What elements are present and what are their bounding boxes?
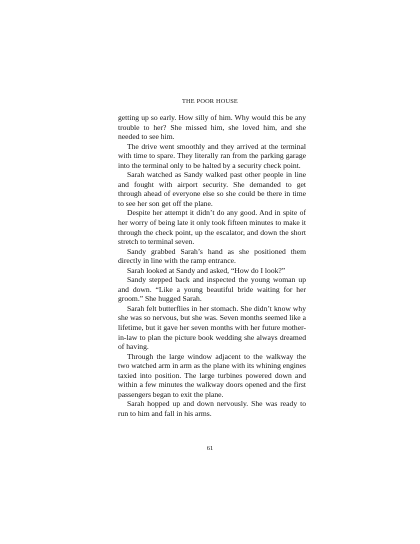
paragraph: Sarah watched as Sandy walked past other people in line and fought with airport security. She demanded to get through ahead of everyone else so she could be there in time to see her son get off the plane. xyxy=(118,170,306,208)
paragraph: Sandy stepped back and inspected the young woman up and down. “Like a young beautiful bride waiting for her groom.” She hugged Sarah. xyxy=(118,275,306,304)
paragraph: Through the large window adjacent to the walkway the two watched arm in arm as the plane with its whining engines taxied into position. The large turbines powered down and within a few minutes the walkway doors opened and the first passengers began to exit the plane. xyxy=(118,351,306,399)
paragraph: Despite her attempt it didn’t do any good. And in spite of her worry of being late it only took fifteen minutes to make it through the check point, up the escalator, and down the short stretch to terminal seven. xyxy=(118,208,306,247)
paragraph: Sarah hopped up and down nervously. She was ready to run to him and fall in his arms. xyxy=(118,399,306,418)
paragraph: Sarah looked at Sandy and asked, “How do I look?” xyxy=(127,265,286,275)
paragraph: getting up so early. How silly of him. Why would this be any trouble to her? She missed him, she loved him, and she needed to see him. xyxy=(118,113,306,142)
running-head: THE POOR HOUSE xyxy=(182,98,238,105)
page-number: 61 xyxy=(206,445,214,452)
paragraph: The drive went smoothly and they arrived at the terminal with time to spare. They literally ran from the parking garage into the terminal only to be halted by a security check point. xyxy=(118,141,306,170)
body-text xyxy=(118,113,306,419)
paragraph: Sarah felt butterflies in her stomach. She didn’t know why she was so nervous, but she was. Seven months seemed like a lifetime, but it gave her seven months with her future mother-in-law to plan the picture book wedding she always dreamed of having. xyxy=(118,303,306,352)
paragraph: Sandy grabbed Sarah’s hand as she positioned them directly in line with the ramp entrance. xyxy=(118,246,306,266)
